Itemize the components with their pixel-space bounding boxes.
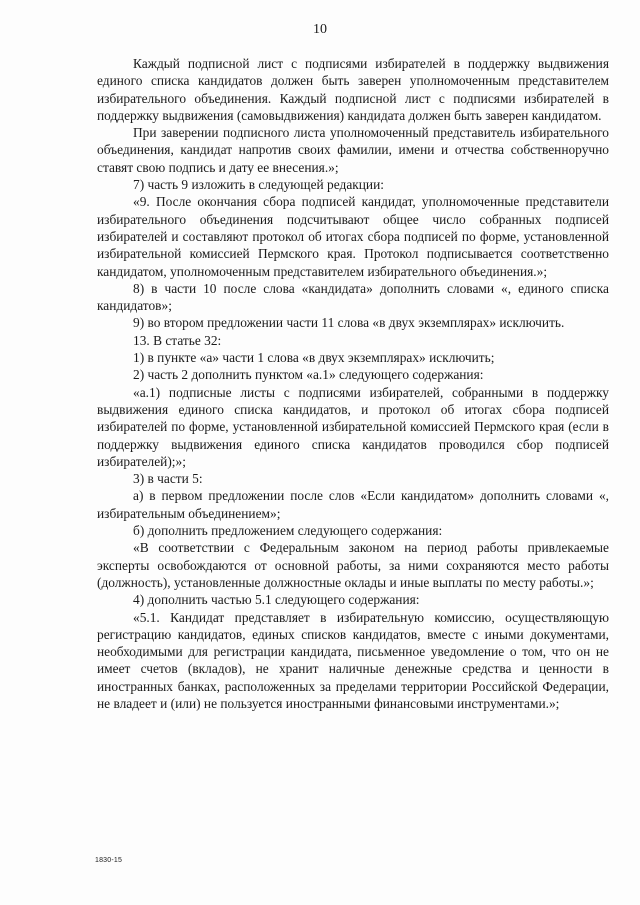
footer-document-code: 1830-15 (95, 857, 123, 864)
paragraph: 4) дополнить частью 5.1 следующего содержания: (133, 592, 420, 608)
page-number: 10 (313, 22, 327, 37)
paragraph: 2) часть 2 дополнить пунктом «а.1» следующего содержания: (133, 367, 484, 383)
paragraph: 8) в части 10 после слова «кандидата» дополнить словами «, единого списка кандидатов»; (97, 280, 609, 314)
paragraph: 7) часть 9 изложить в следующей редакции: (133, 177, 384, 193)
paragraph: 3) в части 5: (133, 471, 203, 487)
paragraph: «В соответствии с Федеральным законом на период работы привлекаемые эксперты освобождаются от основной работы, за ними сохраняются место работы (должность), установленные должностные оклады и иные выплаты по месту работы.»; (97, 540, 609, 590)
paragraph: 13. В статье 32: (133, 332, 222, 348)
paragraph: «5.1. Кандидат представляет в избирательную комиссию, осуществляющую регистрацию кандидатов, единых списков кандидатов, вместе с иными документами, необходимыми для регистрации кандидата, письменное уведомление о том, что он не имеет счетов (вкладов), не хранит наличные денежные средства и ценности в иностранных банках, расположенных за пределами территории Российской Федерации, не владеет и (или) не пользуется иностранными финансовыми инструментами.»; (97, 609, 609, 711)
paragraph: а) в первом предложении после слов «Если кандидатом» дополнить словами «, избирательным объединением»; (97, 488, 609, 521)
paragraph: «а.1) подписные листы с подписями избирателей, собранными в поддержку выдвижения единого списка кандидатов, и протокол об итогах сбора подписей избирателей по форме, установленной избирательной комиссией Пермского края (если в поддержку выдвижения единого списка кандидатов проводился сбор подписей избирателей);»; (97, 384, 609, 469)
paragraph: б) дополнить предложением следующего содержания: (133, 523, 443, 539)
paragraph: 1) в пункте «а» части 1 слова «в двух экземплярах» исключить; (133, 350, 495, 366)
paragraph: При заверении подписного листа уполномоченный представитель избирательного объединения, кандидат напротив своих фамилии, имени и отчества собственноручно ставят свою подпись и дату ее внесения.»; (97, 125, 609, 175)
document-body (97, 55, 609, 712)
paragraph: «9. После окончания сбора подписей кандидат, уполномоченные представители избирательного объединения подсчитывают общее число собранных подписей избирателей и составляют протокол об итогах сбора подписей по форме, установленной избирательной комиссией Пермского края. Протокол подписывается соответственно кандидатом, уполномоченным представителем избирательного объединения.»; (97, 194, 609, 279)
paragraph: 9) во втором предложении части 11 слова «в двух экземплярах» исключить. (133, 315, 565, 331)
paragraph: Каждый подписной лист с подписями избирателей в поддержку выдвижения единого списка кандидатов должен быть заверен уполномоченным представителем избирательного объединения. Каждый подписной лист с подписями избирателей в поддержку выдвижения (самовыдвижения) кандидата должен быть заверен кандидатом. (97, 56, 609, 123)
